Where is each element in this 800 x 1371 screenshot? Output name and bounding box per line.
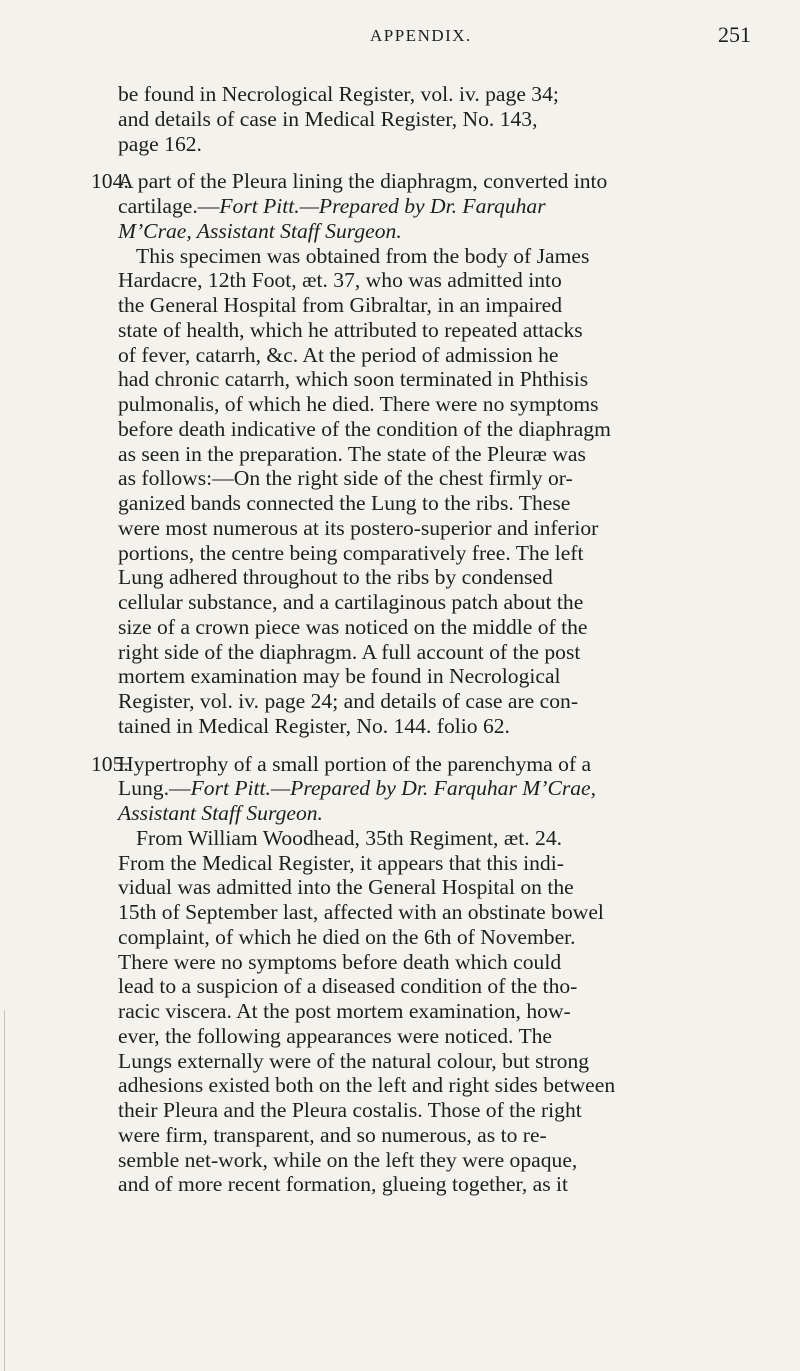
text-line: This specimen was obtained from the body of James (136, 243, 590, 268)
catalogue-entry-104 (91, 169, 730, 738)
text-line: as seen in the preparation. The state of the Pleuræ was (118, 441, 586, 466)
title-attribution: M’Crae, Assistant Staff Surgeon. (118, 218, 402, 243)
entry-title (118, 752, 730, 826)
text-line: were most numerous at its postero-superior and inferior (118, 515, 599, 540)
text-line: complaint, of which he died on the 6th of November. (118, 924, 576, 949)
page-edge-shadow (4, 1010, 5, 1371)
entry-title (118, 169, 730, 243)
title-text: Hypertrophy of a small portion of the parenchyma of a (118, 751, 592, 776)
running-title: APPENDIX. (370, 26, 472, 45)
title-line (118, 169, 730, 194)
text-line: mortem examination may be found in Necrological (118, 664, 561, 689)
title-line (118, 194, 730, 219)
text-line: From William Woodhead, 35th Regiment, æt. 24. (136, 825, 563, 850)
text-line: size of a crown piece was noticed on the middle of the (118, 614, 588, 639)
text-line: adhesions existed both on the left and right sides between (118, 1073, 616, 1098)
text-line: state of health, which he attributed to repeated attacks (118, 317, 583, 342)
text-line: 15th of September last, affected with an obstinate bowel (118, 900, 604, 924)
running-header (0, 12, 800, 48)
text-line: had chronic catarrh, which soon terminated in Phthisis (118, 367, 589, 392)
text-line: cellular substance, and a cartilaginous patch about the (118, 590, 584, 614)
text-line: racic viscera. At the post mortem examination, how- (118, 999, 571, 1023)
title-attribution: Assistant Staff Surgeon. (118, 801, 323, 825)
text-line: and details of case in Medical Register, No. 143, (118, 106, 538, 131)
text-line: vidual was admitted into the General Hospital on the (118, 875, 574, 900)
entry-number: 104. (91, 169, 129, 194)
text-line: tained in Medical Register, No. 144. folio 62. (118, 713, 510, 738)
entry-number: 105. (91, 751, 129, 776)
text-line: be found in Necrological Register, vol. iv. page 34; (118, 82, 559, 106)
text-line: Hardacre, 12th Foot, æt. 37, who was admitted into (118, 268, 562, 293)
title-line (118, 776, 730, 801)
text-line: and of more recent formation, glueing together, as it (118, 1172, 569, 1197)
page-number: 251 (718, 22, 751, 47)
text-line: lead to a suspicion of a diseased condition of the tho- (118, 974, 578, 999)
text-line: ganized bands connected the Lung to the ribs. These (118, 491, 571, 515)
title-line (118, 219, 730, 244)
text-line: right side of the diaphragm. A full account of the post (118, 639, 581, 664)
text-line: portions, the centre being comparatively free. The left (118, 540, 584, 565)
entry-description (118, 244, 730, 739)
title-text: cartilage.— (118, 194, 220, 218)
text-line: the General Hospital from Gibraltar, in an impaired (118, 293, 563, 317)
text-line: Lung adhered throughout to the ribs by condensed (118, 565, 553, 590)
title-line (118, 752, 730, 777)
title-text: A part of the Pleura lining the diaphragm, converted into (118, 169, 608, 194)
text-line: ever, the following appearances were noticed. The (118, 1023, 553, 1048)
text-line: semble net-work, while on the left they were opaque, (118, 1147, 578, 1172)
text-line: page 162. (118, 131, 202, 156)
text-line: From the Medical Register, it appears that this indi- (118, 850, 564, 875)
text-line: of fever, catarrh, &c. At the period of admission he (118, 342, 559, 367)
text-line: their Pleura and the Pleura costalis. Those of the right (118, 1098, 582, 1122)
text-line: There were no symptoms before death which could (118, 949, 562, 974)
continued-paragraph (118, 82, 730, 156)
text-line: Lungs externally were of the natural colour, but strong (118, 1048, 590, 1073)
title-text: Lung.— (118, 776, 191, 801)
text-line: pulmonalis, of which he died. There were no symptoms (118, 392, 599, 416)
body-text (91, 82, 730, 1210)
text-line: as follows:—On the right side of the chest firmly or- (118, 466, 573, 491)
entry-description (118, 826, 730, 1197)
text-line: before death indicative of the condition of the diaphragm (118, 416, 611, 441)
text-line: Register, vol. iv. page 24; and details of case are con- (118, 689, 579, 713)
catalogue-entry-105 (91, 751, 730, 1198)
title-attribution: Fort Pitt.—Prepared by Dr. Farquhar M’Crae, (190, 776, 597, 801)
title-line (118, 801, 730, 826)
title-attribution: Fort Pitt.—Prepared by Dr. Farquhar (219, 194, 546, 218)
text-line: were firm, transparent, and so numerous, as to re- (118, 1122, 547, 1147)
